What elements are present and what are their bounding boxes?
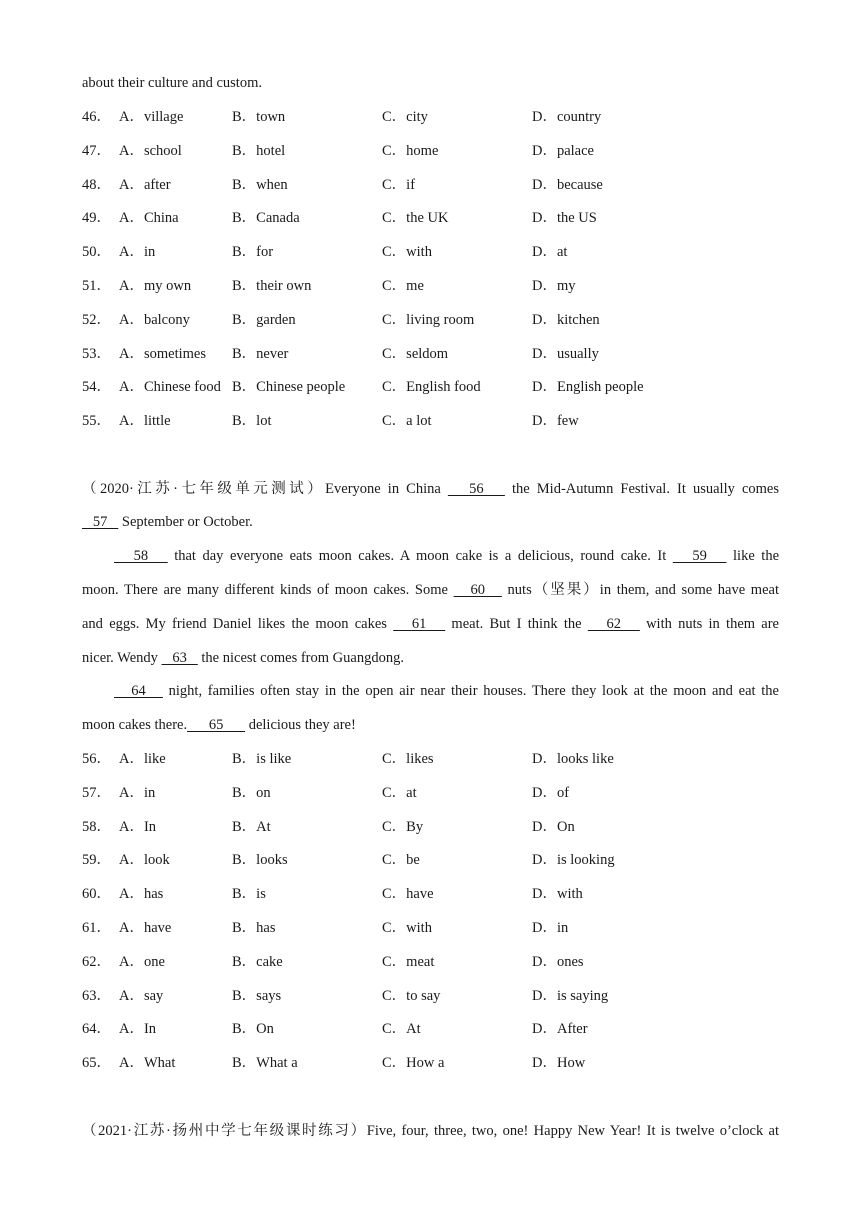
- blank-59: 59: [672, 548, 727, 564]
- option-c[interactable]: C．with: [382, 244, 432, 261]
- passage2-line-1: （2020·江苏·七年级单元测试）Everyone in China 56 the Mid-Autumn Festival. It usually comes: [82, 481, 779, 497]
- option-d[interactable]: D．at: [532, 244, 568, 261]
- question-number: 49．: [82, 210, 111, 227]
- passage2-line-8: moon cakes there. 65 delicious they are!: [82, 717, 356, 733]
- option-c[interactable]: C．to say: [382, 987, 441, 1004]
- option-b[interactable]: B．What a: [232, 1055, 298, 1072]
- blank-57: 57: [82, 514, 119, 530]
- option-b[interactable]: B．never: [232, 345, 289, 362]
- option-b[interactable]: B．Chinese people: [232, 379, 346, 396]
- passage2-line-7: 64 night, families often stay in the open air near their houses. There they look at the moon and eat the: [114, 683, 779, 699]
- option-d[interactable]: D．is saying: [532, 987, 609, 1004]
- passage2-line-4: moon. There are many different kinds of moon cakes. Some 60 nuts（坚果）in them, and some have meat: [82, 582, 779, 598]
- option-a[interactable]: A．In: [119, 1021, 157, 1038]
- option-a[interactable]: A．one: [119, 953, 165, 970]
- option-a[interactable]: A．In: [119, 818, 157, 835]
- blank-58: 58: [114, 548, 168, 564]
- blank-64: 64: [114, 683, 163, 699]
- option-b[interactable]: B．their own: [232, 278, 312, 294]
- option-d[interactable]: D．with: [532, 886, 583, 903]
- option-d[interactable]: D．ones: [532, 953, 584, 970]
- option-c[interactable]: C．if: [382, 176, 416, 193]
- blank-65: 65: [187, 717, 246, 733]
- option-a[interactable]: A．China: [119, 210, 179, 227]
- question-number: 57．: [82, 784, 111, 801]
- option-c[interactable]: C．meat: [382, 953, 435, 970]
- question-number: 62．: [82, 953, 111, 970]
- option-a[interactable]: A．village: [119, 109, 184, 125]
- question-number: 54．: [82, 379, 111, 396]
- option-a[interactable]: A．little: [119, 413, 171, 430]
- option-d[interactable]: D．the US: [532, 210, 597, 227]
- option-a[interactable]: A．Chinese food: [119, 379, 221, 396]
- option-b[interactable]: B．says: [232, 987, 282, 1004]
- option-b[interactable]: B．Canada: [232, 210, 300, 227]
- option-d[interactable]: D．How: [532, 1055, 586, 1072]
- option-a[interactable]: A．after: [119, 176, 171, 193]
- option-c[interactable]: C．seldom: [382, 345, 449, 362]
- option-a[interactable]: A．in: [119, 244, 156, 261]
- option-b[interactable]: B．when: [232, 176, 288, 193]
- option-b[interactable]: B．for: [232, 244, 274, 261]
- option-a[interactable]: A．like: [119, 751, 166, 767]
- blank-60: 60: [453, 582, 502, 598]
- option-b[interactable]: B．hotel: [232, 142, 286, 159]
- option-c[interactable]: C．the UK: [382, 210, 449, 227]
- question-number: 64．: [82, 1021, 111, 1038]
- option-a[interactable]: A．say: [119, 987, 164, 1004]
- blank-61: 61: [393, 616, 446, 632]
- option-b[interactable]: B．lot: [232, 413, 272, 430]
- option-c[interactable]: C．a lot: [382, 413, 432, 430]
- option-d[interactable]: D．After: [532, 1021, 588, 1038]
- option-c[interactable]: C．have: [382, 886, 434, 903]
- option-b[interactable]: B．On: [232, 1021, 274, 1038]
- question-number: 52．: [82, 311, 111, 328]
- option-b[interactable]: B．is like: [232, 751, 292, 767]
- option-b[interactable]: B．At: [232, 818, 271, 835]
- option-a[interactable]: A．my own: [119, 278, 192, 294]
- blank-56: 56: [447, 481, 505, 497]
- option-d[interactable]: D．is looking: [532, 852, 615, 869]
- question-number: 48．: [82, 176, 111, 193]
- option-a[interactable]: A．has: [119, 886, 164, 903]
- question-number: 65．: [82, 1055, 111, 1072]
- passage2-line-6: nicer. Wendy 63 the nicest comes from Guangdong.: [82, 650, 404, 666]
- passage3-first-line: （2021·江苏·扬州中学七年级课时练习）Five, four, three, two, one! Happy New Year! It is twelve o’clock at: [82, 1123, 779, 1139]
- option-c[interactable]: C．be: [382, 852, 420, 869]
- question-number: 47．: [82, 142, 111, 159]
- question-number: 61．: [82, 920, 111, 936]
- option-d[interactable]: D．few: [532, 413, 579, 430]
- question-number: 59．: [82, 852, 111, 869]
- passage-continuation: about their culture and custom.: [82, 75, 262, 91]
- option-b[interactable]: B．town: [232, 109, 286, 125]
- option-b[interactable]: B．garden: [232, 311, 296, 328]
- option-b[interactable]: B．on: [232, 784, 271, 801]
- option-d[interactable]: D．country: [532, 109, 602, 125]
- option-c[interactable]: C．home: [382, 142, 439, 159]
- option-b[interactable]: B．is: [232, 886, 266, 903]
- option-c[interactable]: C．By: [382, 818, 424, 835]
- option-c[interactable]: C．likes: [382, 751, 434, 767]
- option-a[interactable]: A．What: [119, 1055, 176, 1072]
- option-d[interactable]: D．of: [532, 784, 570, 801]
- option-d[interactable]: D．palace: [532, 142, 594, 159]
- option-d[interactable]: D．because: [532, 176, 603, 193]
- question-number: 63．: [82, 987, 111, 1004]
- option-c[interactable]: C．with: [382, 920, 432, 936]
- option-d[interactable]: D．usually: [532, 345, 599, 362]
- option-c[interactable]: C．city: [382, 109, 428, 125]
- option-b[interactable]: B．looks: [232, 852, 288, 869]
- option-c[interactable]: C．living room: [382, 311, 475, 328]
- option-b[interactable]: B．cake: [232, 953, 283, 970]
- option-a[interactable]: A．balcony: [119, 311, 190, 328]
- passage2-line-3: 58 that day everyone eats moon cakes. A moon cake is a delicious, round cake. It 59 like the: [114, 548, 780, 564]
- option-c[interactable]: C．How a: [382, 1055, 445, 1072]
- option-a[interactable]: A．look: [119, 852, 170, 869]
- option-c[interactable]: C．English food: [382, 379, 481, 396]
- option-c[interactable]: C．me: [382, 278, 424, 294]
- option-c[interactable]: C．At: [382, 1021, 421, 1038]
- option-d[interactable]: D．my: [532, 278, 576, 294]
- option-a[interactable]: A．have: [119, 920, 172, 936]
- option-d[interactable]: D．looks like: [532, 751, 614, 767]
- blank-63: 63: [161, 650, 198, 666]
- option-c[interactable]: C．at: [382, 784, 417, 801]
- question-number: 56．: [82, 751, 111, 767]
- passage2-line-2: 57 September or October.: [82, 514, 253, 530]
- question-number: 58．: [82, 818, 111, 835]
- option-b[interactable]: B．has: [232, 920, 276, 936]
- question-number: 60．: [82, 886, 111, 903]
- option-d[interactable]: D．kitchen: [532, 311, 600, 328]
- option-d[interactable]: D．On: [532, 818, 575, 835]
- question-number: 46．: [82, 109, 111, 125]
- question-number: 51．: [82, 278, 111, 294]
- blank-62: 62: [587, 616, 640, 632]
- question-number: 53．: [82, 345, 111, 362]
- option-a[interactable]: A．school: [119, 142, 182, 159]
- option-d[interactable]: D．in: [532, 920, 569, 936]
- question-number: 50．: [82, 244, 111, 261]
- option-a[interactable]: A．sometimes: [119, 345, 206, 362]
- option-d[interactable]: D．English people: [532, 379, 644, 396]
- passage2-line-5: and eggs. My friend Daniel likes the moon cakes 61 meat. But I think the 62 with nuts in them are: [82, 616, 779, 632]
- option-a[interactable]: A．in: [119, 784, 156, 801]
- question-number: 55．: [82, 413, 111, 430]
